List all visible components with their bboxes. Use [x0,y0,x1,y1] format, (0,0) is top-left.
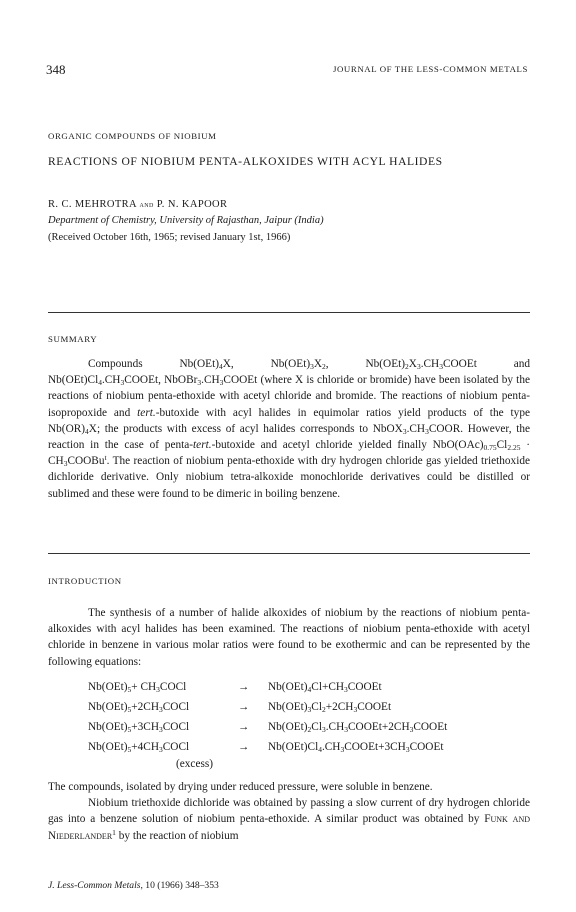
continuation-body: Niobium triethoxide dichloride was obtained by passing a slow current of dry hydrogen chloride gas into a benzene solution of niobium penta-ethoxide. A similar product was obtained by Funk and Niederlander$^1$ by the reaction of niobium [48,797,530,842]
authors: R. C. MEHROTRA and P. N. KAPOOR [48,199,228,210]
summary-paragraph: Compounds $Nb(OEt)_4X$, $Nb(OEt)_3X_2$, $Nb(OEt)_2X_3.CH_3COOEt$ and $Nb(OEt)Cl_4.CH_3COOEt$, $NbOBr_3.CH_3COOEt$ (where X is chloride or bromide) have been isolated by the reactions of niobium penta-ethoxide with acetyl chloride and bromide. The reactions of niobium penta-isopropoxide and tert.-butoxide with acyl halides in equimolar ratios yield products of the type $Nb(OR)_4X$; the products with excess of acyl halides corresponds to $NbOX_3.CH_3COOR$. However, the reaction in the case of penta-tert.-butoxide and acetyl chloride yielded finally $NbO(OAc)_{0.75}Cl_{2.25}$ · $CH_3COOBu^t$. The reaction of niobium penta-ethoxide with dry hydrogen chloride gas yielded triethoxide dichloride derivative. Only niobium tetra-alkoxide monochloride derivatives could be distilled or sublimed and these were found to be dimeric in boiling benzene. [48,358,531,500]
divider-top [48,312,530,313]
continuation-paragraph [48,779,530,844]
equation-2: $Nb(OEt)_5+2CH_3COCl$ → $Nb(OEt)_3Cl_2+2CH_3COOEt$ [88,701,392,714]
excess-note: (excess) [176,758,214,770]
equation-4: $Nb(OEt)_5+4CH_3COCl$ → $Nb(OEt)Cl_4.CH_3COOEt+3CH_3COOEt$ [88,741,444,754]
footer-citation: J. Less-Common Metals, 10 (1966) 348–353 [48,880,219,891]
received-dates: (Received October 16th, 1965; revised January 1st, 1966) [48,232,291,243]
introduction-heading: INTRODUCTION [48,576,122,586]
continuation-line-1: The compounds, isolated by drying under reduced pressure, were soluble in benzene. [48,781,433,793]
introduction-paragraph: The synthesis of a number of halide alkoxides of niobium by the reactions of niobium penta-alkoxides with acyl halides has been examined. The reactions of niobium penta-ethoxide with acetyl chloride in benzene in various molar ratios were found to be exothermic and can be represented by the following equations: [48,607,530,668]
divider-bottom [48,553,530,554]
series-title: ORGANIC COMPOUNDS OF NIOBIUM [48,131,217,141]
affiliation: Department of Chemistry, University of Rajasthan, Jaipur (India) [48,215,324,226]
equation-3: $Nb(OEt)_5+3CH_3COCl$ → $Nb(OEt)_2Cl_3.CH_3COOEt+2CH_3COOEt$ [88,721,448,734]
article-title: REACTIONS OF NIOBIUM PENTA-ALKOXIDES WITH ACYL HALIDES [48,155,443,168]
summary-heading: SUMMARY [48,334,98,344]
equation-1: $Nb(OEt)_5+$ $CH_3COCl$ → $Nb(OEt)_4Cl+CH_3COOEt$ [88,681,382,694]
page-number: 348 [46,62,66,77]
journal-name: JOURNAL OF THE LESS-COMMON METALS [332,64,528,74]
